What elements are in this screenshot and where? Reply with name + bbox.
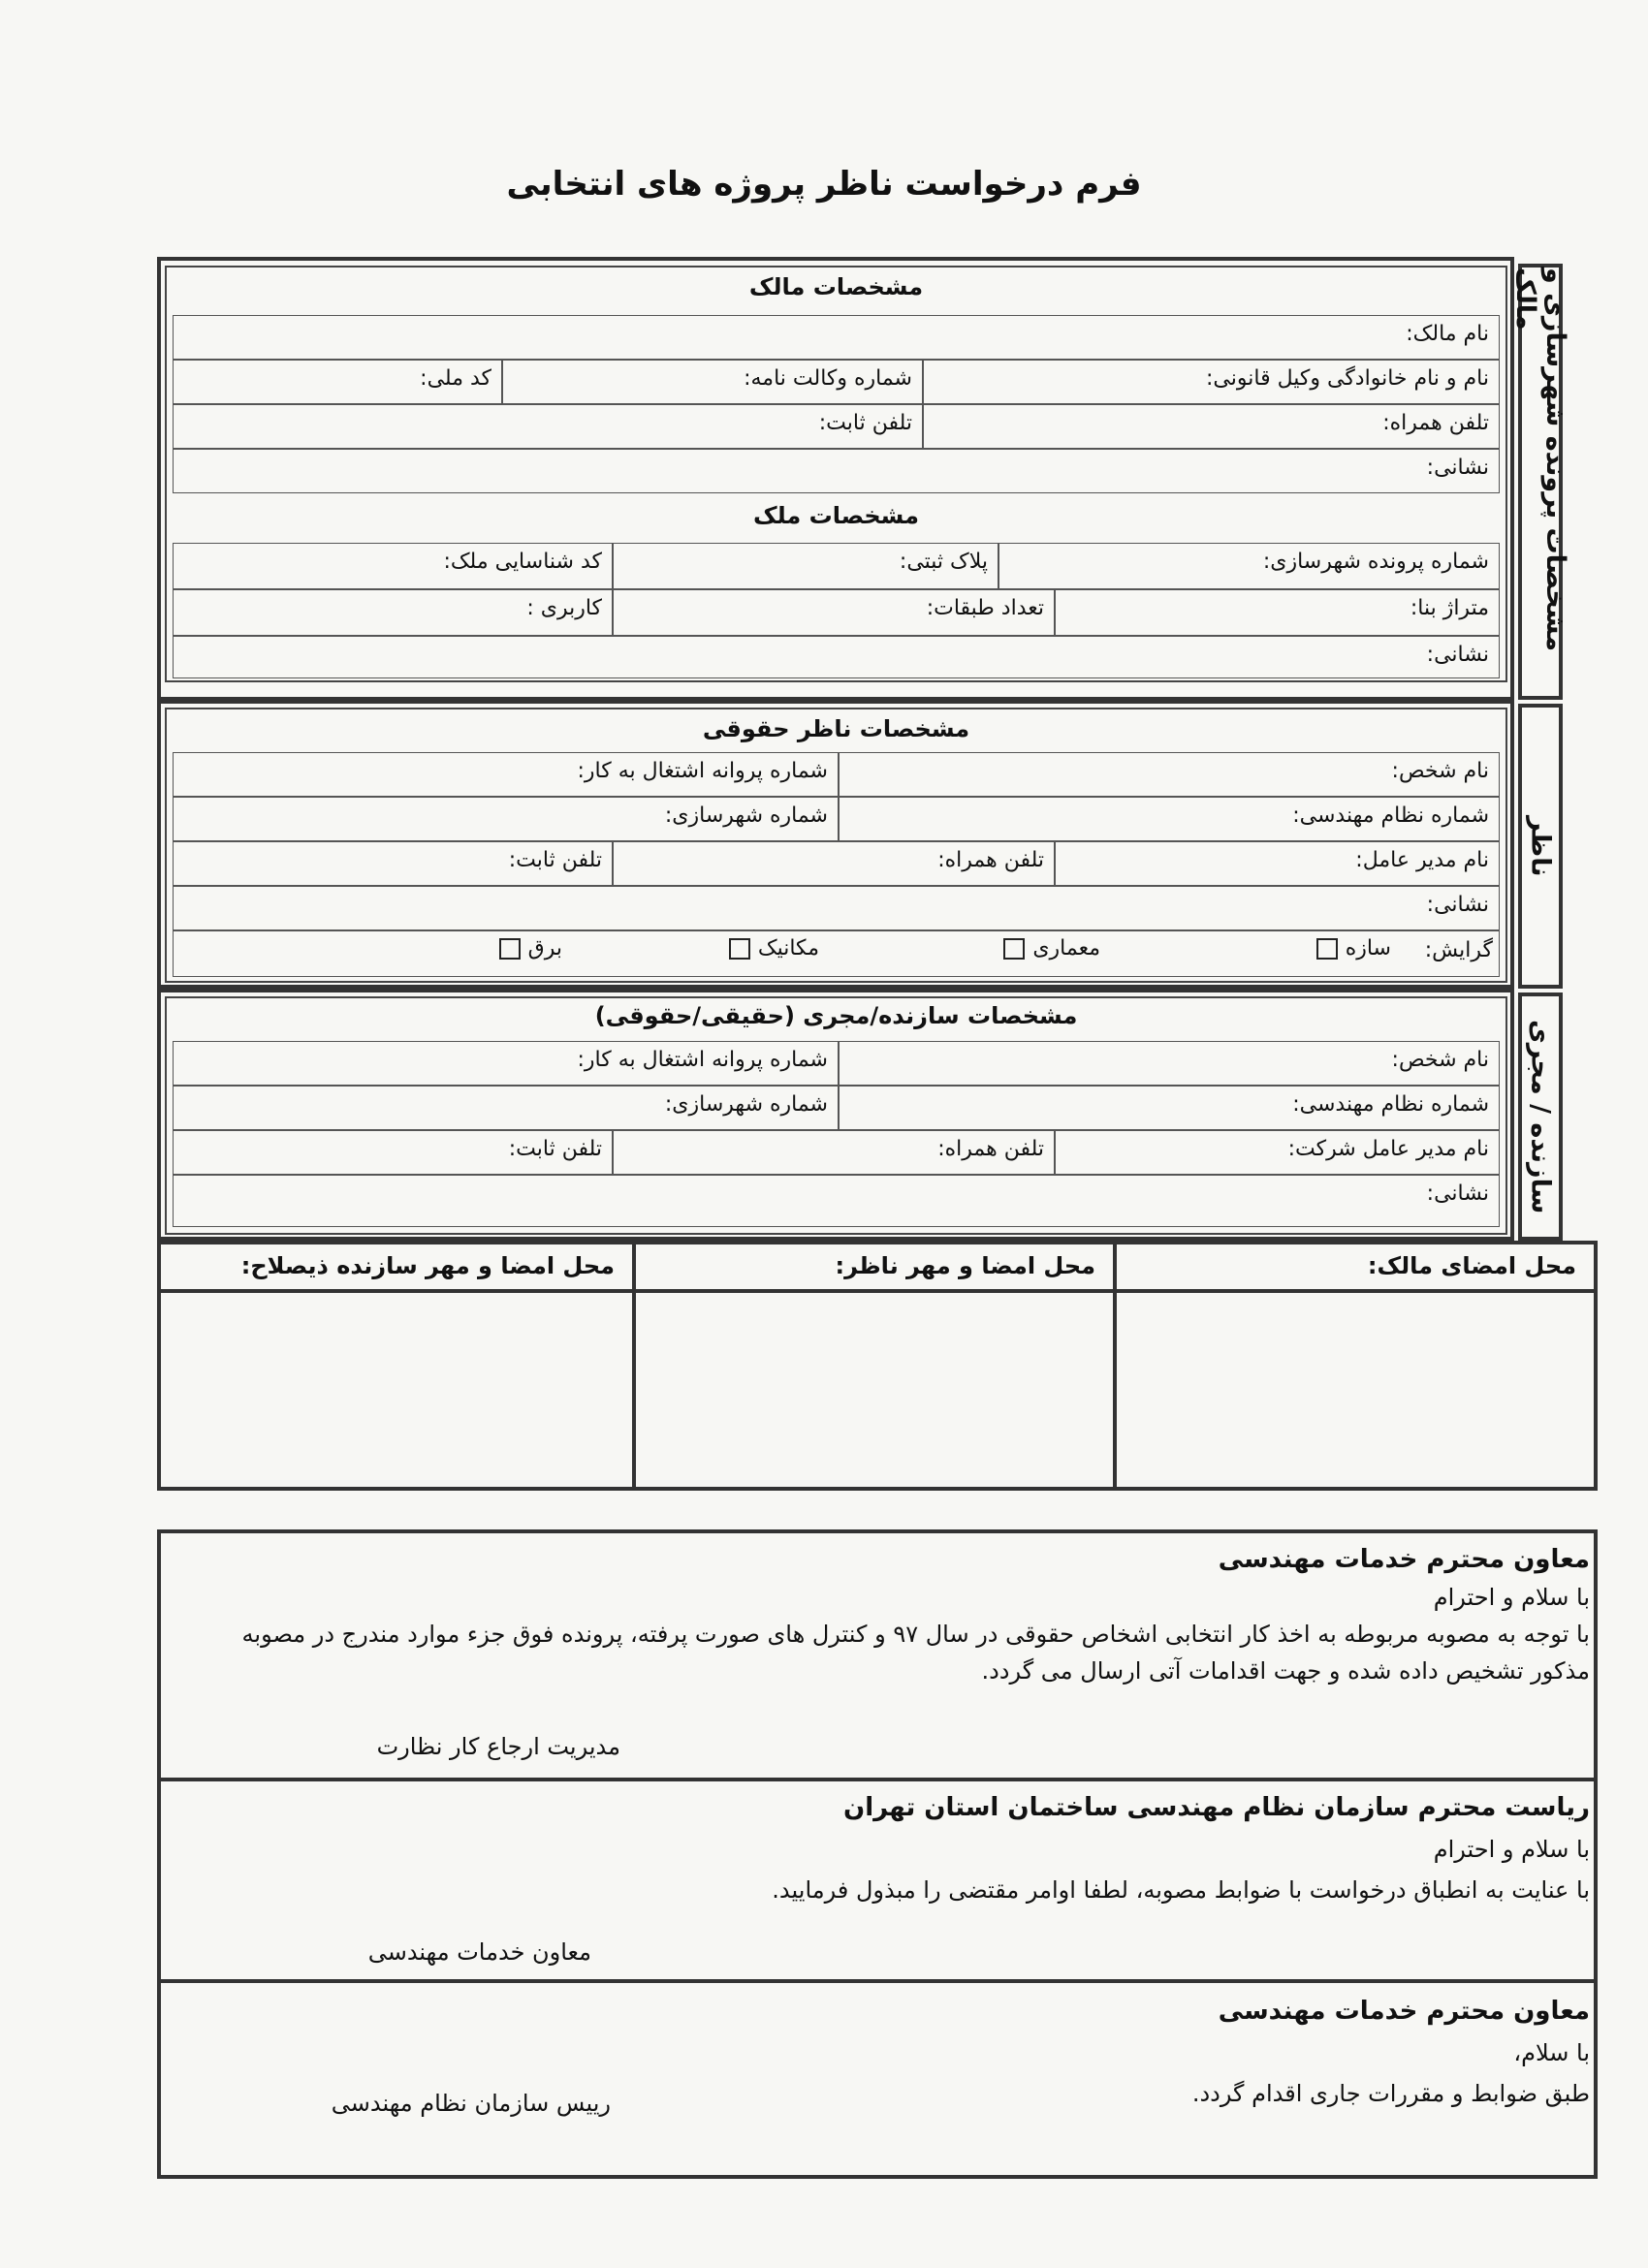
side-label-owner-property: مشخصات پرونده شهرسازی و مالک (1518, 264, 1563, 700)
supervisor-heading: مشخصات ناظر حقوقی (702, 715, 970, 742)
owner-signature-label: محل امضای مالک: (1367, 1252, 1576, 1279)
owner-signature-area[interactable] (1117, 1293, 1594, 1487)
property-address-field[interactable]: نشانی: (173, 636, 1500, 678)
supervisor-signature-label: محل امضا و مهر ناظر: (835, 1252, 1095, 1279)
field-structure-checkbox[interactable] (1316, 938, 1338, 960)
field-mechanical-checkbox[interactable] (729, 938, 750, 960)
supervisor-eng-number-field[interactable]: شماره نظام مهندسی: (839, 797, 1500, 841)
owner-address-field[interactable]: نشانی: (173, 449, 1500, 493)
building-area-field[interactable]: متراژ بنا: (1055, 589, 1500, 636)
supervisor-landline-field[interactable]: تلفن ثابت: (173, 841, 613, 886)
builder-landline-field[interactable]: تلفن ثابت: (173, 1130, 613, 1175)
letter2-heading: ریاست محترم سازمان نظام مهندسی ساختمان استان تهران (843, 1793, 1590, 1822)
builder-signature-label: محل امضا و مهر سازنده ذیصلاح: (240, 1252, 615, 1279)
builder-person-field[interactable]: نام شخص: (839, 1041, 1500, 1086)
letter-divider-1 (157, 1778, 1598, 1781)
national-code-field[interactable]: کد ملی: (173, 360, 502, 404)
letter3-body: طبق ضوابط و مقررات جاری اقدام گردد. (1191, 2080, 1590, 2107)
letter2-body: با عنایت به انطباق درخواست با ضوابط مصوبه، لطفا اوامر مقتضی را مبذول فرمایید. (772, 1876, 1590, 1904)
letter3-greeting: با سلام، (1513, 2039, 1590, 2066)
letter1-body1: با توجه به مصوبه مربوطه به اخذ کار انتخابی اشخاص حقوقی در سال ۹۷ و کنترل های صورت پرفته، پرونده فوق جزء موارد مندرج در مصوبه (241, 1621, 1590, 1648)
letter1-heading: معاون محترم خدمات مهندسی (1218, 1545, 1590, 1574)
supervisor-ceo-field[interactable]: نام مدیر عامل: (1055, 841, 1500, 886)
supervisor-mobile-field[interactable]: تلفن همراه: (613, 841, 1055, 886)
field-architecture-checkbox[interactable] (1003, 938, 1025, 960)
field-structure-label: سازه (1345, 936, 1391, 961)
supervisor-address-field[interactable]: نشانی: (173, 886, 1500, 930)
registry-plate-field[interactable]: پلاک ثبتی: (613, 543, 998, 589)
owner-name-field[interactable]: نام مالک: (173, 315, 1500, 360)
builder-ceo-field[interactable]: نام مدیر عامل شرکت: (1055, 1130, 1500, 1175)
field-mechanical-label: مکانیک (757, 936, 819, 961)
supervisor-license-field[interactable]: شماره پروانه اشتغال به کار: (173, 752, 839, 797)
letter3-heading: معاون محترم خدمات مهندسی (1218, 1997, 1590, 2026)
lawyer-name-field[interactable]: نام و نام خانوادگی وکیل قانونی: (923, 360, 1500, 404)
field-mechanical[interactable] (688, 936, 819, 961)
property-id-field[interactable]: کد شناسایی ملک: (173, 543, 613, 589)
builder-license-field[interactable]: شماره پروانه اشتغال به کار: (173, 1041, 839, 1086)
letter2 (194, 1793, 1590, 1904)
builder-eng-number-field[interactable]: شماره نظام مهندسی: (839, 1086, 1500, 1130)
supervisor-signature-area[interactable] (636, 1293, 1113, 1487)
supervisor-person-field[interactable]: نام شخص: (839, 752, 1500, 797)
side-label-builder: سازنده / مجری (1518, 992, 1563, 1241)
owner-mobile-field[interactable]: تلفن همراه: (923, 404, 1500, 449)
field-architecture-label: معماری (1032, 936, 1100, 961)
supervisor-urban-number-field[interactable]: شماره شهرسازی: (173, 797, 839, 841)
letter1-body2: مذکور تشخیص داده شده و جهت اقدامات آتی ارسال می گردد. (981, 1657, 1590, 1685)
urban-file-number-field[interactable]: شماره پرونده شهرسازی: (998, 543, 1500, 589)
form-title: فرم درخواست ناظر پروژه های انتخابی (506, 165, 1142, 204)
side-label-supervisor: ناظر (1518, 704, 1563, 989)
letter1 (194, 1545, 1590, 1685)
floor-count-field[interactable]: تعداد طبقات: (613, 589, 1055, 636)
field-architecture[interactable] (969, 936, 1100, 961)
property-heading: مشخصات ملک (753, 502, 919, 529)
usage-field[interactable]: کاربری : (173, 589, 613, 636)
builder-signature-area[interactable] (161, 1293, 632, 1487)
field-electrical[interactable] (456, 936, 562, 961)
owner-heading: مشخصات مالک (748, 273, 924, 300)
letter1-sign: مدیریت ارجاع کار نظارت (376, 1733, 620, 1760)
field-structure[interactable] (1260, 936, 1391, 961)
field-electrical-checkbox[interactable] (499, 938, 521, 960)
field-electrical-label: برق (527, 936, 562, 961)
builder-mobile-field[interactable]: تلفن همراه: (613, 1130, 1055, 1175)
letter3-sign: رییس سازمان نظام مهندسی (331, 2090, 611, 2117)
field-label: گرایش: (1424, 938, 1493, 962)
builder-address-field[interactable]: نشانی: (173, 1175, 1500, 1227)
builder-heading: مشخصات سازنده/مجری (حقیقی/حقوقی) (594, 1002, 1078, 1029)
letter1-greeting: با سلام و احترام (1433, 1584, 1590, 1611)
builder-urban-number-field[interactable]: شماره شهرسازی: (173, 1086, 839, 1130)
owner-landline-field[interactable]: تلفن ثابت: (173, 404, 923, 449)
attorney-number-field[interactable]: شماره وکالت نامه: (502, 360, 923, 404)
letter2-greeting: با سلام و احترام (1433, 1836, 1590, 1863)
letter2-sign: معاون خدمات مهندسی (367, 1938, 591, 1966)
letter-divider-2 (157, 1979, 1598, 1983)
